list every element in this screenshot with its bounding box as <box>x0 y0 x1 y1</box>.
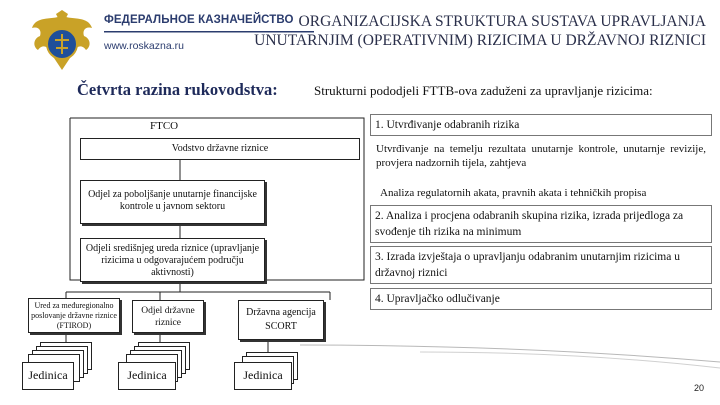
page-number: 20 <box>694 383 705 393</box>
risk-item-4: 4. Upravljačko odlučivanje <box>370 288 712 310</box>
risk-item-1: 1. Utvrđivanje odabranih rizika <box>370 114 712 136</box>
leadership-box: Vodstvo državne riznice <box>80 138 360 160</box>
regional-dept-box: Odjel državne riznice <box>132 300 204 333</box>
unit-box-2: Jedinica <box>118 362 176 390</box>
logo-url: www.roskazna.ru <box>104 40 184 52</box>
risk-item-3: 3. Izrada izvještaja o upravljanju odabranim unutarnjim rizicima u državnoj riznici <box>370 246 712 284</box>
risk-item-1-analysis: Analiza regulatornih akata, pravnih akata i tehničkih propisa <box>380 187 647 199</box>
unit-box-3: Jedinica <box>234 362 292 390</box>
ftirod-box: Ured za međuregionalno poslovanje državne riznice (FTIROD) <box>28 298 120 333</box>
page-title: ORGANIZACIJSKA STRUKTURA SUSTAVA UPRAVLJANJA UNUTARNJIM (OPERATIVNIM) RIZICIMA U DRŽAVNOJ RIZNICI <box>254 13 706 49</box>
right-subheading: Strukturni pododjeli FTTB-ova zaduženi za upravljanje rizicima: <box>314 83 653 98</box>
unit-box-1: Jedinica <box>22 362 74 390</box>
level-heading: Četvrta razina rukovodstva: <box>77 80 278 99</box>
central-units-box: Odjeli središnjeg ureda riznice (upravljanje rizicima u odgovarajućem području aktivnosti) <box>80 238 265 282</box>
scort-agency-box: Državna agencija SCORT <box>238 300 324 340</box>
logo-title: ФЕДЕРАЛЬНОЕ КАЗНАЧЕЙСТВО <box>104 14 294 26</box>
ftco-label: FTCO <box>150 120 190 134</box>
risk-item-2: 2. Analiza i procjena odabranih skupina rizika, izrada prijedloga za svođenje tih rizika na minimum <box>370 205 712 243</box>
improvement-dept-box: Odjel za poboljšanje unutarnje financijske kontrole u javnom sektoru <box>80 180 265 224</box>
risk-item-1-description: Utvrđivanje na temelju rezultata unutarnje kontrole, unutarnje revizije, provjera nadzornih tijela, zahtjeva <box>376 143 706 169</box>
